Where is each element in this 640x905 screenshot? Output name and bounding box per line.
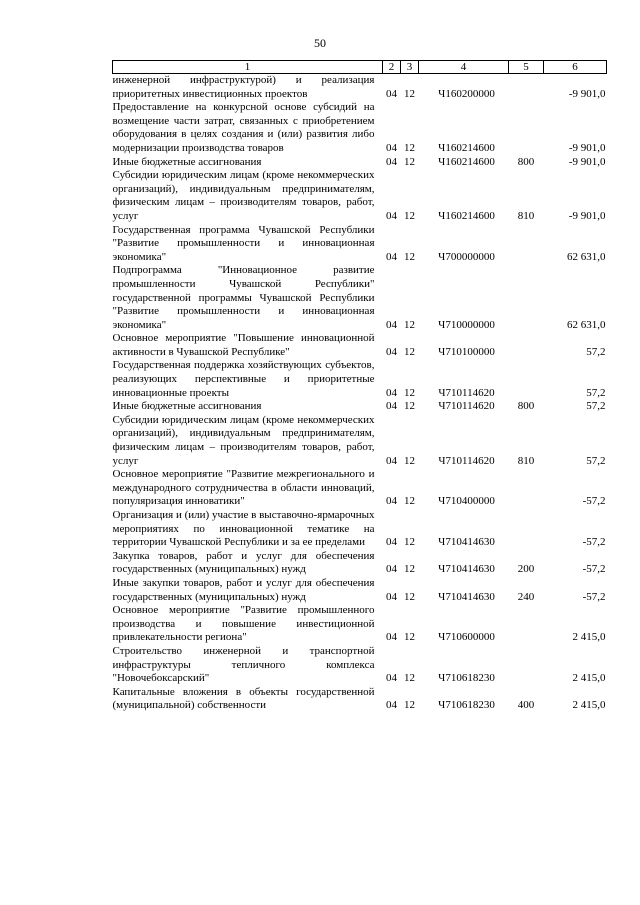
row-subsection: 12: [404, 318, 415, 331]
row-subsection: 12: [404, 631, 415, 644]
row-amount: 2 415,0: [572, 672, 606, 685]
table-row: [113, 156, 607, 170]
table-row: [113, 169, 607, 223]
row-target-code: Ч710100000: [438, 345, 495, 358]
row-subsection: 12: [404, 590, 415, 603]
row-description: Закупка товаров, работ и услуг для обеспечения государственных (муниципальных) нужд: [112, 549, 375, 576]
row-subsection: 12: [404, 495, 415, 508]
row-section: 04: [386, 250, 397, 263]
row-amount: 62 631,0: [567, 250, 606, 263]
row-description: Государственная программа Чувашской Республики "Развитие промышленности и инновационная экономика": [112, 223, 375, 263]
table-row: [113, 686, 607, 713]
table-row: [113, 577, 607, 604]
table-row: [113, 509, 607, 550]
table-row: [113, 224, 607, 265]
row-description: Подпрограмма "Инновационное развитие промышленности Чувашской Республики" государственной программы Чувашской Республики "Развитие промышленности и инновационная экономика": [112, 264, 375, 331]
row-target-code: Ч160214600: [438, 209, 495, 222]
row-target-code: Ч160214600: [438, 141, 495, 154]
table-row: [113, 264, 607, 332]
row-target-code: Ч710414630: [438, 536, 495, 549]
row-section: 04: [386, 155, 397, 168]
row-amount: -57,2: [582, 495, 606, 508]
row-section: 04: [386, 495, 397, 508]
table-row: [113, 414, 607, 468]
row-expense-type: [509, 359, 544, 400]
row-expense-type: 810: [517, 209, 535, 222]
row-section: 04: [386, 141, 397, 154]
header-row: [113, 61, 607, 74]
row-expense-type: [509, 264, 544, 332]
row-amount: 57,2: [586, 386, 606, 399]
row-expense-type: [509, 332, 544, 359]
column-header-6: 6: [544, 61, 607, 74]
row-expense-type: [509, 74, 544, 102]
table-row: [113, 550, 607, 577]
row-amount: 62 631,0: [567, 318, 606, 331]
row-subsection: 12: [404, 155, 415, 168]
row-subsection: 12: [404, 141, 415, 154]
row-description: Основное мероприятие "Развитие межрегионального и международного сотрудничества в области инноваций, популяризация инноватики": [112, 468, 375, 508]
row-subsection: 12: [404, 345, 415, 358]
row-subsection: 12: [404, 454, 415, 467]
row-amount: 57,2: [586, 400, 606, 413]
row-expense-type: [509, 468, 544, 509]
row-subsection: 12: [404, 400, 415, 413]
row-expense-type: 240: [517, 590, 535, 603]
row-amount: -57,2: [582, 590, 606, 603]
row-section: 04: [386, 699, 397, 712]
row-target-code: Ч160214600: [438, 155, 495, 168]
row-section: 04: [386, 454, 397, 467]
table-body: [113, 74, 607, 713]
table-row: [113, 400, 607, 414]
table-row: [113, 101, 607, 155]
row-expense-type: 810: [517, 454, 535, 467]
column-header-3: 3: [401, 61, 419, 74]
row-section: 04: [386, 631, 397, 644]
row-amount: 57,2: [586, 454, 606, 467]
table-row: [113, 74, 607, 102]
column-header-1: 1: [113, 61, 383, 74]
row-subsection: 12: [404, 386, 415, 399]
row-description: Иные закупки товаров, работ и услуг для обеспечения государственных (муниципальных) нужд: [112, 576, 375, 603]
row-description: Субсидии юридическим лицам (кроме некоммерческих организаций), индивидуальным предпринимателям, физическим лицам – производителям товаров, работ, услуг: [112, 169, 375, 222]
row-target-code: Ч710618230: [438, 672, 495, 685]
row-expense-type: 800: [517, 400, 535, 413]
row-target-code: Ч710114620: [438, 386, 495, 399]
row-section: 04: [386, 345, 397, 358]
row-subsection: 12: [404, 672, 415, 685]
row-target-code: Ч710114620: [438, 400, 495, 413]
row-amount: 57,2: [586, 345, 606, 358]
row-amount: -9 901,0: [568, 209, 606, 222]
page-number: 50: [314, 36, 326, 50]
row-expense-type: [509, 224, 544, 265]
row-subsection: 12: [404, 699, 415, 712]
row-expense-type: [509, 604, 544, 645]
row-section: 04: [386, 209, 397, 222]
row-target-code: Ч710114620: [438, 454, 495, 467]
row-amount: 2 415,0: [572, 631, 606, 644]
row-section: 04: [386, 590, 397, 603]
row-subsection: 12: [404, 563, 415, 576]
row-amount: 2 415,0: [572, 699, 606, 712]
row-target-code: Ч700000000: [438, 250, 495, 263]
row-amount: -57,2: [582, 563, 606, 576]
row-expense-type: [509, 101, 544, 155]
row-expense-type: 200: [517, 563, 535, 576]
table-row: [113, 645, 607, 686]
row-amount: -9 901,0: [568, 141, 606, 154]
row-section: 04: [386, 87, 397, 100]
row-description: Субсидии юридическим лицам (кроме некоммерческих организаций), индивидуальным предпринимателям, физическим лицам – производителям товаров, работ, услуг: [112, 413, 375, 467]
row-section: 04: [386, 672, 397, 685]
row-expense-type: 800: [517, 155, 535, 168]
row-expense-type: [509, 509, 544, 550]
row-amount: -9 901,0: [568, 155, 606, 168]
row-target-code: Ч710400000: [438, 495, 495, 508]
row-section: 04: [386, 386, 397, 399]
row-subsection: 12: [404, 87, 415, 100]
row-description: Иные бюджетные ассигнования: [112, 400, 262, 413]
row-description: Строительство инженерной и транспортной инфраструктуры тепличного комплекса "Новочебоксарский": [112, 644, 375, 685]
column-header-5: 5: [509, 61, 544, 74]
row-target-code: Ч710414630: [438, 563, 495, 576]
column-header-4: 4: [419, 61, 509, 74]
table-row: [113, 332, 607, 359]
table-row: [113, 604, 607, 645]
row-target-code: Ч710000000: [438, 318, 495, 331]
row-expense-type: [509, 645, 544, 686]
row-description: Государственная поддержка хозяйствующих субъектов, реализующих перспективные и приоритетные инновационные проекты: [112, 359, 375, 399]
row-section: 04: [386, 536, 397, 549]
row-description: инженерной инфраструктурой) и реализация приоритетных инвестиционных проектов: [112, 74, 375, 100]
row-description: Предоставление на конкурсной основе субсидий на возмещение части затрат, связанных с приобретением оборудования в целях создания и (или) развития либо модернизации производства товаров: [112, 101, 375, 154]
row-amount: -9 901,0: [568, 87, 606, 100]
table-row: [113, 468, 607, 509]
table-row: [113, 359, 607, 400]
row-section: 04: [386, 400, 397, 413]
row-target-code: Ч160200000: [438, 87, 495, 100]
row-subsection: 12: [404, 209, 415, 222]
row-amount: -57,2: [582, 536, 606, 549]
row-subsection: 12: [404, 250, 415, 263]
row-description: Капитальные вложения в объекты государственной (муниципальной) собственности: [112, 685, 375, 712]
row-description: Иные бюджетные ассигнования: [112, 155, 262, 168]
row-target-code: Ч710600000: [438, 631, 495, 644]
row-expense-type: 400: [517, 699, 535, 712]
column-header-2: 2: [383, 61, 401, 74]
row-target-code: Ч710618230: [438, 699, 495, 712]
row-description: Организация и (или) участие в выставочно-ярмарочных мероприятиях по инновационной тематике на территории Чувашской Республики и за ее пределами: [112, 509, 375, 549]
row-description: Основное мероприятие "Повышение инновационной активности в Чувашской Республике": [112, 332, 375, 358]
row-description: Основное мероприятие "Развитие промышленного производства и повышение инвестиционной привлекательности региона": [112, 604, 375, 644]
row-subsection: 12: [404, 536, 415, 549]
row-target-code: Ч710414630: [438, 590, 495, 603]
row-section: 04: [386, 563, 397, 576]
budget-table: [112, 60, 607, 713]
row-section: 04: [386, 318, 397, 331]
